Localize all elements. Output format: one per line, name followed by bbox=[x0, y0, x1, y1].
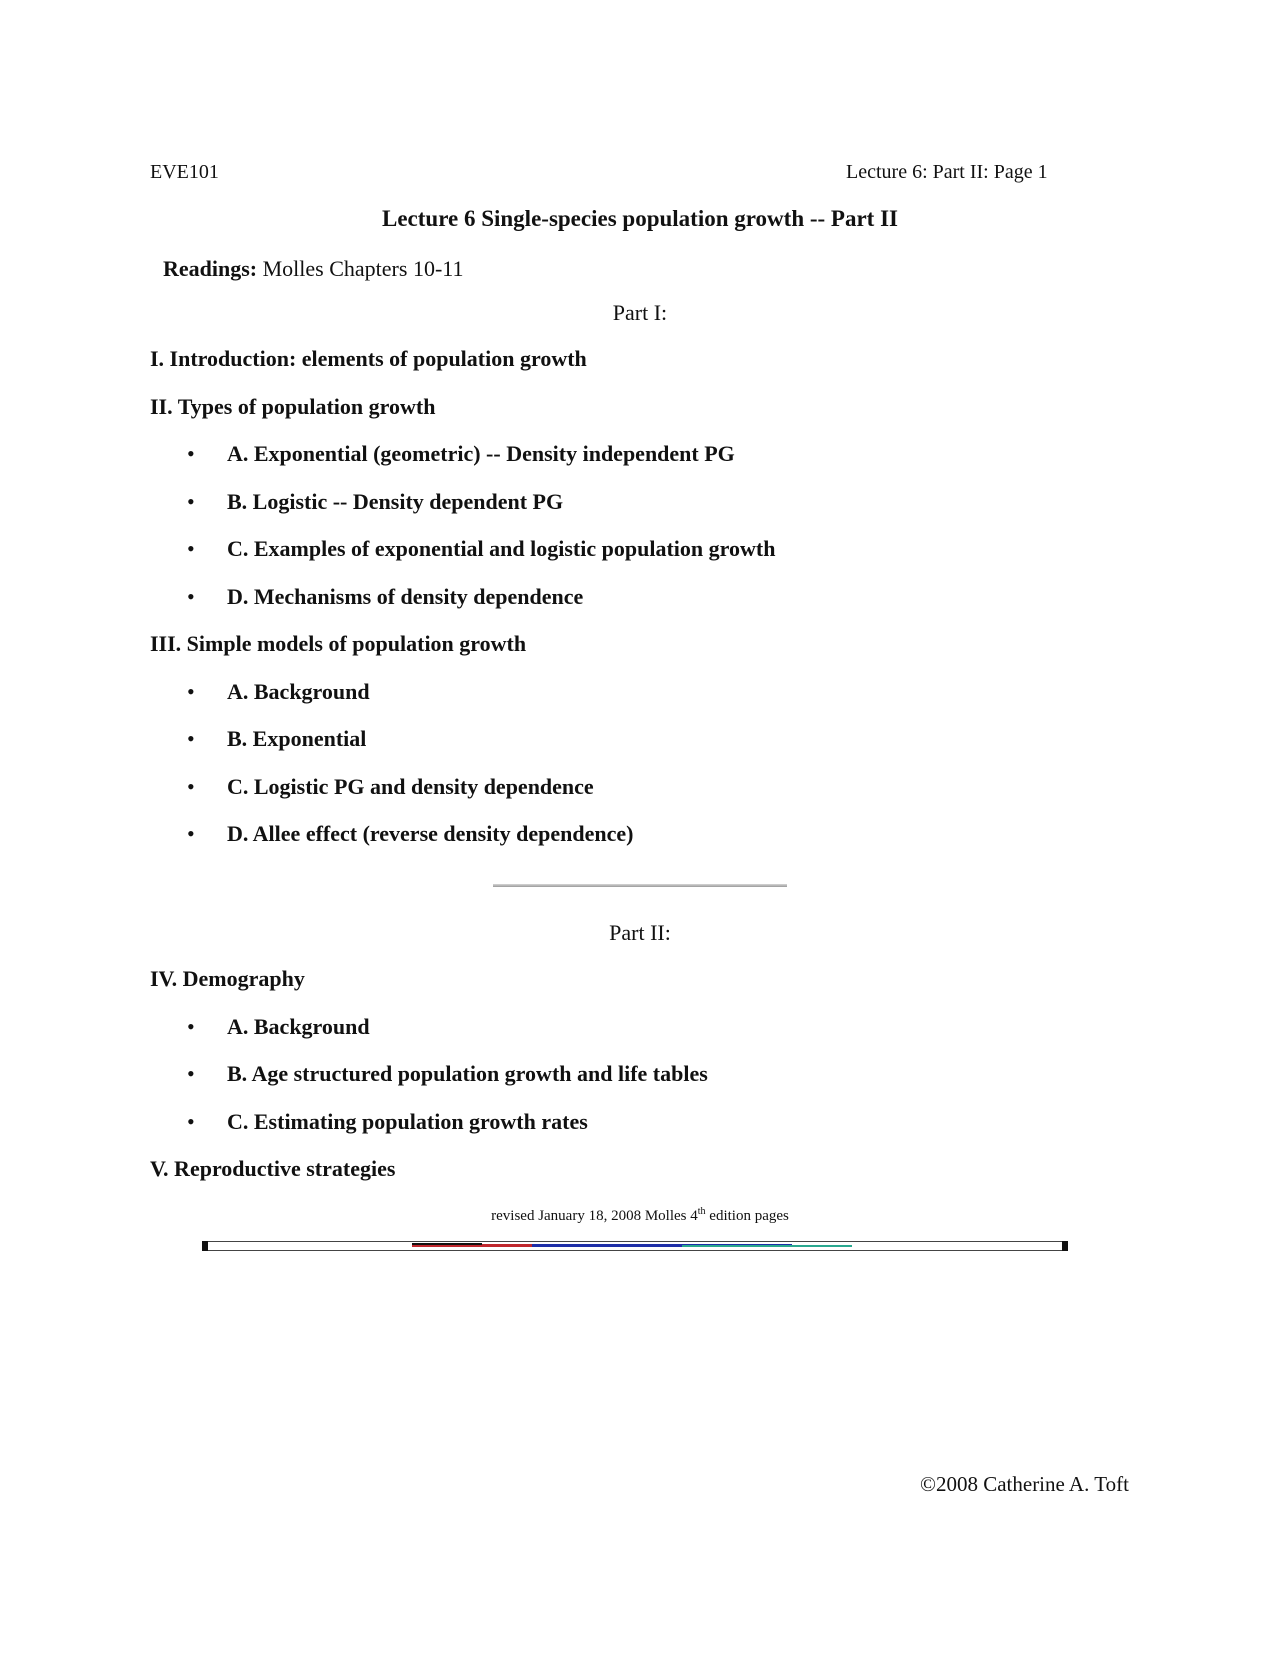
readings-text: Molles Chapters 10-11 bbox=[262, 256, 464, 281]
outline-item-text: C. Estimating population growth rates bbox=[227, 1109, 588, 1134]
revision-note bbox=[0, 1206, 1280, 1225]
outline-item bbox=[187, 679, 370, 705]
page-label: Lecture 6: Part II: Page 1 bbox=[846, 161, 1048, 183]
copyright-notice: ©2008 Catherine A. Toft bbox=[920, 1472, 1129, 1496]
outline-item-text: A. Background bbox=[227, 679, 370, 704]
bullet-glyph: • bbox=[187, 536, 195, 561]
outline-item bbox=[187, 821, 633, 847]
part-one-label: Part I: bbox=[612, 300, 668, 325]
outline-item-text: C. Examples of exponential and logistic population growth bbox=[227, 536, 776, 561]
lecture-title: Lecture 6 Single-species population growth -- Part II bbox=[382, 206, 898, 231]
outline-item bbox=[187, 726, 366, 752]
section-introduction: I. Introduction: elements of population growth bbox=[150, 346, 587, 371]
outline-item bbox=[187, 441, 735, 467]
rule-stroke-black bbox=[412, 1243, 482, 1245]
bullet-glyph: • bbox=[187, 584, 195, 609]
outline-item-text: B. Exponential bbox=[227, 726, 367, 751]
outline-item-text: B. Logistic -- Density dependent PG bbox=[227, 489, 564, 514]
readings-label: Readings: bbox=[163, 256, 258, 281]
section-simple-models: III. Simple models of population growth bbox=[150, 631, 527, 656]
rule-stroke-green bbox=[682, 1245, 852, 1247]
bullet-glyph: • bbox=[187, 489, 195, 514]
bullet-glyph: • bbox=[187, 726, 195, 751]
outline-item-text: A. Exponential (geometric) -- Density independent PG bbox=[227, 441, 735, 466]
revision-note-suffix: edition pages bbox=[705, 1208, 789, 1224]
rule-endcap-right bbox=[1062, 1241, 1068, 1251]
bullet-glyph: • bbox=[187, 774, 195, 799]
section-demography: IV. Demography bbox=[150, 966, 305, 991]
part-separator-line bbox=[493, 884, 787, 887]
decorative-rule-bar bbox=[202, 1241, 1068, 1251]
section-reproductive-strategies: V. Reproductive strategies bbox=[150, 1156, 396, 1181]
outline-item bbox=[187, 1109, 588, 1135]
outline-item bbox=[187, 1014, 370, 1040]
part-two-label: Part II: bbox=[609, 920, 671, 945]
revision-note-superscript: th bbox=[697, 1206, 706, 1217]
readings-line bbox=[163, 256, 463, 282]
revision-note-text: revised January 18, 2008 Molles 4 bbox=[491, 1208, 698, 1224]
outline-item-text: C. Logistic PG and density dependence bbox=[227, 774, 594, 799]
outline-item bbox=[187, 774, 594, 800]
outline-item-text: B. Age structured population growth and life tables bbox=[227, 1061, 708, 1086]
outline-item-text: D. Mechanisms of density dependence bbox=[227, 584, 584, 609]
bullet-glyph: • bbox=[187, 1061, 195, 1086]
bullet-glyph: • bbox=[187, 1109, 195, 1134]
rule-endcap-left bbox=[202, 1241, 208, 1251]
outline-item-text: A. Background bbox=[227, 1014, 370, 1039]
bullet-glyph: • bbox=[187, 821, 195, 846]
outline-item bbox=[187, 489, 563, 515]
course-code: EVE101 bbox=[150, 161, 219, 183]
outline-item-text: D. Allee effect (reverse density dependence) bbox=[227, 821, 634, 846]
outline-item bbox=[187, 1061, 708, 1087]
bullet-glyph: • bbox=[187, 441, 195, 466]
section-types-of-growth: II. Types of population growth bbox=[150, 394, 436, 419]
bullet-glyph: • bbox=[187, 1014, 195, 1039]
bullet-glyph: • bbox=[187, 679, 195, 704]
outline-item bbox=[187, 584, 583, 610]
outline-item bbox=[187, 536, 775, 562]
